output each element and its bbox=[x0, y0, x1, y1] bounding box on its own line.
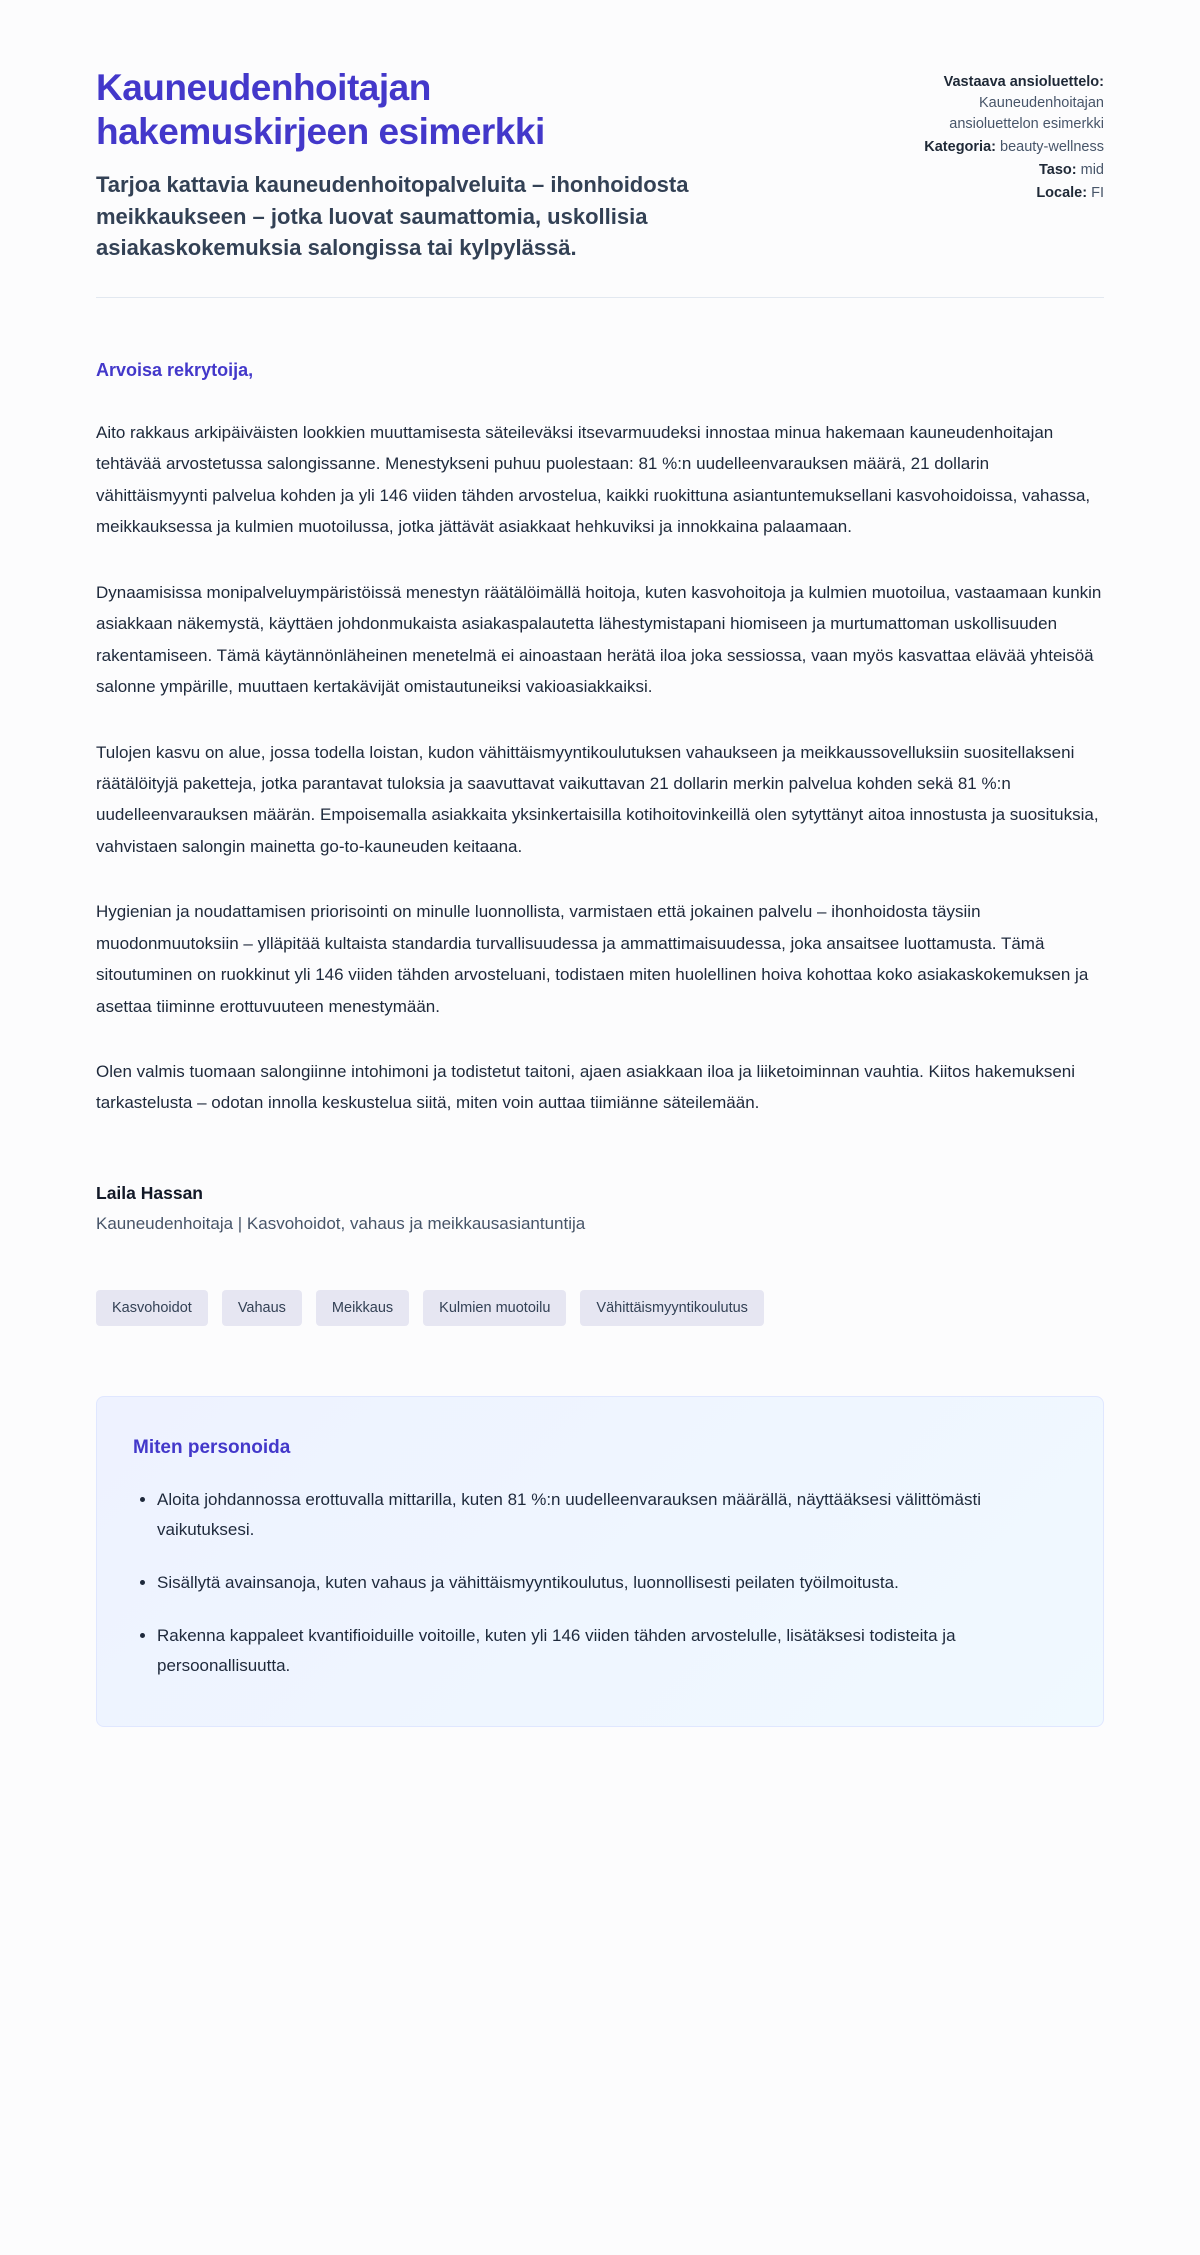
meta-level-value: mid bbox=[1080, 162, 1104, 179]
tag-chip: Vahaus bbox=[222, 1290, 302, 1326]
page-subtitle: Tarjoa kattavia kauneudenhoitopalveluita – ihonhoidosta meikkaukseen – jotka luovat saumattomia, uskollisia asiakaskokemuksia salongissa tai kylpylässä. bbox=[96, 172, 689, 260]
meta-locale-label: Locale: bbox=[1036, 185, 1092, 202]
meta-category bbox=[904, 137, 1104, 158]
meta-category-label: Kategoria: bbox=[924, 139, 1001, 156]
letter-paragraph: Dynaamisissa monipalveluympäristöissä menestyn räätälöimällä hoitoja, kuten kasvohoitoja ja kulmien muotoilua, vastaamaan kunkin asiakkaan näkemystä, käyttäen johdonmukaista asiakaspalautetta lähestymistapani hiomiseen ja murtumattoman uskollisuuden rakentamiseen. Tämä käytännönläheinen menetelmä ei ainoastaan herätä iloa joka sessiossa, vaan myös kasvattaa elävää yhteisöä salonne ympärille, muuttaen kertakävijät omistautuneiksi vakioasiakkaiksi. bbox=[96, 582, 1102, 697]
header-divider bbox=[96, 297, 1104, 298]
callout-item: • Sisällytä avainsanoja, kuten vahaus ja vähittäismyyntikoulutus, luonnollisesti peilaten työilmoitusta. bbox=[157, 1568, 1069, 1599]
meta-locale-value: FI bbox=[1091, 185, 1104, 202]
meta-resume-value: Kauneudenhoitajan ansioluettelon esimerkki bbox=[949, 95, 1104, 133]
letter-paragraph: Aito rakkaus arkipäiväisten lookkien muuttamisesta säteileväksi itsevarmuudeksi innostaa minua hakemaan kauneudenhoitajan tehtävää arvostetussa salongissanne. Menestykseni puhuu puolestaan: 81 %:n uudelleenvarauksen määrä, 21 dollarin vähittäismyynti palvelua kohden ja yli 146 viiden tähden arvostelua, kaikki ruokittuna asiantuntemuksellani kasvohoidoissa, vahassa, meikkauksessa ja kulmien muotoilussa, jotka jättävät asiakkaat hehkuviksi ja innokkaina palaamaan. bbox=[96, 423, 1091, 537]
tag-list bbox=[96, 1290, 1104, 1326]
signature-name: Laila Hassan bbox=[96, 1182, 203, 1203]
tag-chip: Vähittäismyyntikoulutus bbox=[580, 1290, 764, 1326]
page-title: Kauneudenhoitajan hakemuskirjeen esimerkki bbox=[96, 67, 545, 152]
personalization-callout bbox=[96, 1396, 1104, 1727]
letter-paragraph: Olen valmis tuomaan salongiinne intohimoni ja todistetut taitoni, ajaen asiakkaan iloa ja liiketoiminnan vauhtia. Kiitos hakemukseni tarkastelusta – odotan innolla keskustelua siitä, miten voin auttaa tiimiänne säteilemään. bbox=[96, 1062, 1076, 1113]
header bbox=[96, 66, 1104, 263]
callout-list bbox=[131, 1485, 1069, 1682]
meta-panel bbox=[904, 66, 1104, 206]
tag-chip: Kasvohoidot bbox=[96, 1290, 208, 1326]
callout-title: Miten personoida bbox=[133, 1436, 291, 1458]
callout-item: • Aloita johdannossa erottuvalla mittarilla, kuten 81 %:n uudelleenvarauksen määrällä, näyttääksesi välittömästi vaikutuksesi. bbox=[157, 1485, 1069, 1546]
content-container bbox=[72, 0, 1128, 1797]
meta-level bbox=[904, 160, 1104, 181]
letter-paragraph: Hygienian ja noudattamisen priorisointi on minulle luonnollista, varmistaen että jokainen palvelu – ihonhoidosta täysiin muodonmuutoksiin – ylläpitää kultaista standardia turvallisuudessa ja ammattimaisuudessa, joka ansaitsee luottamusta. Tämä sitoutuminen on ruokkinut yli 146 viiden tähden arvosteluani, todistaen miten huolellinen hoiva kohottaa koko asiakaskokemuksen ja asettaa tiiminne erottuvuuteen menestymään. bbox=[96, 902, 1089, 1016]
meta-level-label: Taso: bbox=[1039, 162, 1081, 179]
callout-item: • Rakenna kappaleet kvantifioiduille voitoille, kuten yli 146 viiden tähden arvostelulle, lisätäksesi todisteita ja persoonallisuutta. bbox=[157, 1621, 1069, 1682]
tag-chip: Kulmien muotoilu bbox=[423, 1290, 566, 1326]
meta-resume bbox=[904, 72, 1104, 135]
cover-letter-body bbox=[96, 360, 1104, 1119]
signature-block bbox=[96, 1183, 1104, 1234]
letter-paragraph: Tulojen kasvu on alue, jossa todella loistan, kudon vähittäismyyntikoulutuksen vahaukseen ja meikkaussovelluksiin suositellakseni räätälöityjä paketteja, jotka parantavat tuloksia ja saavuttavat vaikuttavan 21 dollarin merkin palvelua kohden sekä 81 %:n uudelleenvarauksen määrän. Empoisemalla asiakkaita yksinkertaisilla kotihoitovinkeillä olen sytyttänyt aitoa innostusta ja suosituksia, vahvistaen salongin mainetta go-to-kauneuden keitaana. bbox=[96, 742, 1099, 856]
signature-role: Kauneudenhoitaja | Kasvohoidot, vahaus ja meikkausasiantuntija bbox=[96, 1213, 586, 1233]
meta-locale bbox=[904, 183, 1104, 204]
meta-category-value: beauty-wellness bbox=[1000, 139, 1104, 156]
tag-chip: Meikkaus bbox=[316, 1290, 409, 1326]
header-title-block bbox=[96, 66, 716, 263]
letter-greeting: Arvoisa rekrytoija, bbox=[96, 360, 254, 381]
meta-resume-label: Vastaava ansioluettelo: bbox=[943, 74, 1104, 90]
